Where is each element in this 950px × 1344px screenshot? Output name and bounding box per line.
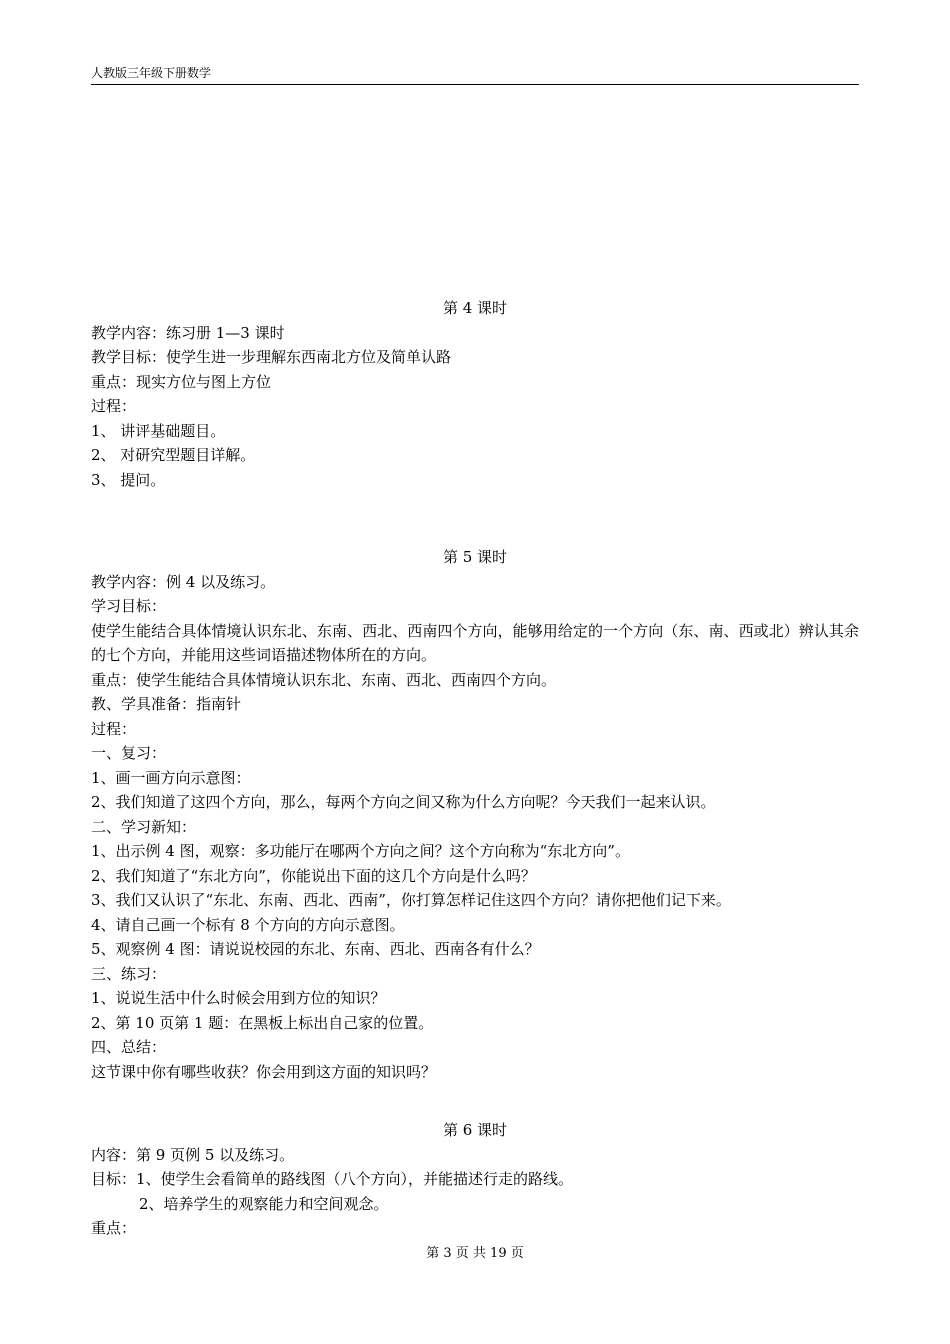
lesson-5-practice-1: 1、说说生活中什么时候会用到方位的知识？ xyxy=(91,989,386,1007)
lesson-4-content: 教学内容：练习册 1—3 课时 xyxy=(91,323,285,342)
lesson-5-summary-heading: 四、总结： xyxy=(91,1038,167,1056)
lesson-5-review-1: 1、画一画方向示意图： xyxy=(91,768,251,787)
lesson-5-new-heading: 二、学习新知： xyxy=(91,817,197,836)
lesson-5-review-heading: 一、复习： xyxy=(91,744,167,762)
page-header xyxy=(91,66,859,85)
header-text: 人教版三年级下册数学 xyxy=(91,66,212,80)
lesson-4-goal: 教学目标：使学生进一步理解东西南北方位及简单认路 xyxy=(91,348,452,366)
lesson-5-goal-text: 使学生能结合具体情境认识东北、东南、西北、西南四个方向，能够用给定的一个方向（东、南、西或北）辨认其余的七个方向，并能用这些词语描述物体所在的方向。 xyxy=(91,621,859,664)
lesson-5-materials: 教、学具准备：指南针 xyxy=(91,695,242,713)
lesson-4-process-label: 过程： xyxy=(91,397,137,415)
lesson-5-new-1: 1、出示例 4 图，观察：多功能厅在哪两个方向之间？这个方向称为“东北方向”。 xyxy=(91,842,630,860)
lesson-4-section xyxy=(91,296,859,492)
lesson-5-goal-label: 学习目标： xyxy=(91,597,167,615)
lesson-6-key-point: 重点： xyxy=(91,1219,137,1237)
lesson-5-new-5: 5、观察例 4 图：请说说校园的东北、东南、西北、西南各有什么？ xyxy=(91,940,540,958)
lesson-5-title: 第 5 课时 xyxy=(442,548,508,566)
page-footer: 第 3 页 共 19 页 xyxy=(426,1246,524,1261)
lesson-5-new-4: 4、请自己画一个标有 8 个方向的方向示意图。 xyxy=(91,915,405,934)
lesson-4-step-2: 2、 对研究型题目详解。 xyxy=(91,446,256,464)
lesson-4-key-point: 重点：现实方位与图上方位 xyxy=(91,372,272,391)
lesson-4-step-1: 1、 讲评基础题目。 xyxy=(91,421,226,440)
lesson-5-review-2: 2、我们知道了这四个方向，那么，每两个方向之间又称为什么方向呢？今天我们一起来认识。 xyxy=(91,793,716,811)
lesson-5-new-3: 3、我们又认识了“东北、东南、西北、西南”，你打算怎样记住这四个方向？请你把他们记下来。 xyxy=(91,891,731,909)
lesson-6-content: 内容：第 9 页例 5 以及练习。 xyxy=(91,1145,295,1164)
lesson-5-summary-text: 这节课中你有哪些收获？你会用到这方面的知识吗？ xyxy=(91,1062,437,1081)
lesson-5-content: 教学内容：例 4 以及练习。 xyxy=(91,572,276,591)
lesson-5-key-point: 重点：使学生能结合具体情境认识东北、东南、西北、西南四个方向。 xyxy=(91,670,557,689)
lesson-5-practice-2: 2、第 10 页第 1 题：在黑板上标出自己家的位置。 xyxy=(91,1013,434,1032)
lesson-5-process-label: 过程： xyxy=(91,719,137,738)
lesson-4-title: 第 4 课时 xyxy=(442,299,508,317)
lesson-5-new-2: 2、我们知道了“东北方向”，你能说出下面的这几个方向是什么吗？ xyxy=(91,866,536,885)
lesson-5-practice-heading: 三、练习： xyxy=(91,964,167,983)
lesson-4-step-3: 3、 提问。 xyxy=(91,470,166,489)
lesson-5-section xyxy=(91,545,859,1084)
lesson-6-section xyxy=(91,1118,859,1241)
lesson-6-goal-1: 目标：1、使学生会看简单的路线图（八个方向），并能描述行走的路线。 xyxy=(91,1170,574,1188)
lesson-6-title: 第 6 课时 xyxy=(442,1121,508,1139)
lesson-6-goal-2: 2、培养学生的观察能力和空间观念。 xyxy=(139,1194,389,1213)
